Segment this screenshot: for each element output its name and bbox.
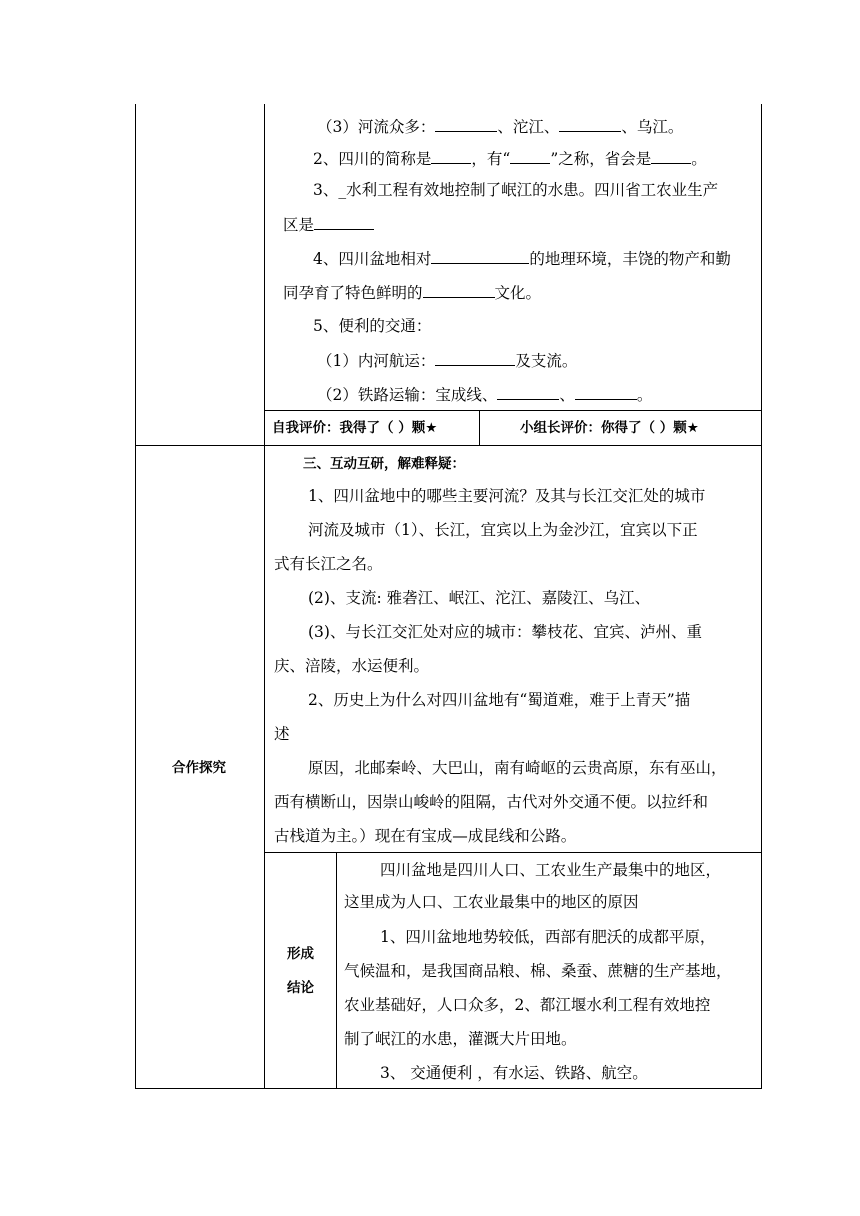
- paragraph-line: 述: [274, 725, 290, 743]
- conclusion-line: 3、 交通便利 ，有水运、铁路、航空。: [380, 1064, 648, 1082]
- fill-blank[interactable]: [559, 116, 621, 132]
- self-evaluation: 自我评价：我得了（ ）颗★: [272, 420, 438, 436]
- conclusion-line: 四川盆地是四川人口、工农业生产最集中的地区，: [380, 861, 722, 879]
- fill-blank[interactable]: [497, 384, 559, 400]
- paragraph-line: 2、历史上为什么对四川盆地有“蜀道难，难于上青天”描: [308, 691, 691, 709]
- conclusion-line: 气候温和，是我国商品粮、棉、桑蚕、蔗糖的生产基地，: [344, 962, 732, 980]
- fill-blank[interactable]: [314, 214, 374, 230]
- conclusion-line: 这里成为人口、工农业最集中的地区的原因: [344, 893, 639, 911]
- conclusion-column-divider: [336, 852, 337, 1089]
- table-border-bottom: [135, 1088, 762, 1089]
- eval-row-divider: [479, 410, 480, 445]
- conclusion-line: 农业基础好，人口众多，2、都江堰水利工程有效地控: [344, 996, 711, 1014]
- paragraph-line: 1、四川盆地中的哪些主要河流？及其与长江交汇处的城市: [308, 487, 706, 505]
- section-label-cooperation: 合作探究: [172, 760, 226, 776]
- fill-blank[interactable]: [431, 148, 471, 164]
- text-line: 同孕育了特色鲜明的 文化。: [283, 284, 542, 302]
- paragraph-line: 河流及城市（1）、长江，宜宾以上为金沙江，宜宾以下正: [308, 521, 698, 539]
- fill-blank[interactable]: [575, 384, 637, 400]
- fill-blank[interactable]: [510, 148, 550, 164]
- conclusion-label-line-2: 结论: [287, 980, 314, 996]
- text-line: 4、四川盆地相对 的地理环境，丰饶的物产和勤: [313, 250, 731, 268]
- fill-blank[interactable]: [435, 116, 497, 132]
- text-line: （1）内河航运： 及支流。: [317, 352, 578, 370]
- paragraph-line: 庆、涪陵，水运便利。: [274, 657, 430, 675]
- text-line: 区是: [283, 214, 374, 235]
- section-divider-line: [135, 445, 762, 446]
- fill-blank[interactable]: [435, 350, 515, 366]
- paragraph-line: 式有长江之名。: [274, 555, 383, 573]
- text-line: 5、便利的交通：: [313, 317, 432, 335]
- conclusion-line: 1、四川盆地地势较低，西部有肥沃的成都平原，: [380, 928, 716, 946]
- paragraph-line: 原因，北邮秦岭、大巴山，南有崎岖的云贵高原，东有巫山，: [308, 759, 727, 777]
- paragraph-line: (3)、与长江交汇处对应的城市：攀枝花、宜宾、泸州、重: [308, 623, 702, 641]
- fill-blank[interactable]: [431, 248, 529, 264]
- fill-blank[interactable]: [423, 282, 495, 298]
- eval-row-top-line: [264, 410, 762, 411]
- paragraph-line: (2)、支流: 雅砻江、岷江、沱江、嘉陵江、乌江、: [308, 589, 651, 607]
- conclusion-top-line: [264, 852, 762, 853]
- fill-blank[interactable]: [651, 148, 691, 164]
- section-heading: 三、互动互研，解难释疑：: [303, 456, 465, 472]
- text-line: （2）铁路运输：宝成线、 、 。: [317, 386, 653, 404]
- group-leader-evaluation: 小组长评价：你得了（ ）颗★: [520, 420, 699, 436]
- table-border-right: [761, 104, 762, 1089]
- text-line: 3、_水利工程有效地控制了岷江的水患。四川省工农业生产: [313, 181, 719, 199]
- paragraph-line: 古栈道为主。）现在有宝成—成昆线和公路。: [274, 827, 577, 845]
- conclusion-label-line-1: 形成: [287, 946, 314, 962]
- table-border-left: [135, 104, 136, 1089]
- upper-cell: [265, 104, 761, 410]
- text-line: （3）河流众多： 、沱江、 、乌江。: [317, 118, 684, 136]
- conclusion-line: 制了岷江的水患，灌溉大片田地。: [344, 1030, 577, 1048]
- text-line: 2、四川的简称是 ，有“ ”之称，省会是 。: [313, 150, 707, 168]
- paragraph-line: 西有横断山，因崇山峻岭的阻隔，古代对外交通不便。以拉纤和: [274, 793, 709, 811]
